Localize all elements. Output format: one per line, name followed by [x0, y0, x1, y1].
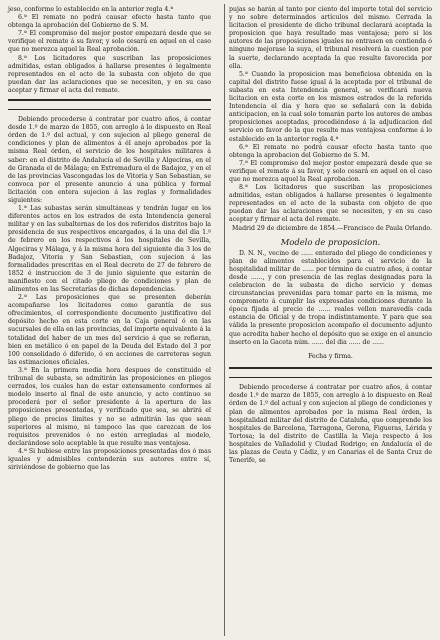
model-heading: Modelo de proposicion. [280, 236, 381, 247]
right-body-paragraph: Debiendo procederse á contratar por cuatro años, á contar desde 1.º de marzo de 1855, con arreglo á lo dispuesto en Real órden de 1.º del actual y con sujecion al pliego de condiciones y plan de alimentos aprobados por la misma Real órden, la hospitalidad militar del distrito de Cataluña, que comprende los hospitales de Barcelona, Tarragona, Gerona, Figueras, Lérida y Tortosa; la del distrito de Castilla la Vieja respecto á los hospitales de Valladolid y Ciudad Rodrigo; en Andalucía el de las plazas de Ceuta y Cádiz, y en Canarias el de Santa Cruz de Tenerife, se [229, 384, 432, 465]
section-divider-right [229, 367, 432, 378]
column-divider [224, 4, 225, 636]
signature-line: Madrid 29 de diciembre de 1854.—Francisco de Paula Orlando. [232, 224, 432, 232]
left-intro-paragraph-3: 7.ª El compromiso del mejor postor empezará desde que se verifique el remate á su favor, y solo cesará en aquel en el caso que no merezca aquel la Real aprobación. [8, 30, 211, 54]
left-body-paragraph-4: 3.ª En la primera media hora despues de constituido el tribunal de subasta, se admitirán las proposiciones en pliegos cerrados, los cuales han de estar extensamente conformes al modelo inserto al final de este anuncio, y acto continuo se procederá por el señor presidente á la apertura de las proposiciones presentadas, y verificado que sea, se abrirá el pliego de precios límites y no se admitirán las que sean superiores al mismo, ni tampoco las que carezcan de los requisitos prevenidos ó no estén arregladas al modelo, declarándose solo aceptable la que resulte mas ventajosa. [8, 366, 211, 447]
right-intro-paragraph-3: 6.ª El remate no podrá causar efecto hasta tanto que obtenga la aprobacion del Gobierno de S. M. [229, 143, 432, 159]
section-divider [8, 99, 211, 110]
model-paragraph: D. N. N., vecino de ...... enterado del pliego de condiciones y plan de alimentos establecidos para el servicio de la hospitalidad militar de ...... por término de cuatro años, á contar desde ......, y con presencia de las reglas designadas para la celebracion de la subasta de dicho servicio y demas circunstancias prevenidas para tomar parte en la misma, me comprometo á cumplir las expresadas condiciones durante la época fijada al precio de ...... reales vellon maravedís cada estancia de Oficial y de tropa indistintamente. Y para que sea válida la presente proposicion acompaño el documento adjunto que acredita haber hecho el depósito que se exige en el anuncio inserto en la Gaceta núm. ...... del dia ...... de ...... [229, 249, 432, 346]
right-intro-paragraph-4: 7.ª El compromiso del mejor postor empezará desde que se verifique el remate á su favor, y solo cesará en aquel en el caso que no merezca aquel la Real aprobacion. [229, 159, 432, 183]
right-intro-paragraph-5: 8.ª Los licitadores que suscriban las proposiciones admitidas, estan obligados á hallarse presentes ó legalmente representados en el acto de la subasta con objeto de que puedan dar las aclaraciones que se necesiten, y en su caso aceptar y firmar el acta del remate. [229, 184, 432, 224]
left-body-paragraph-1: Debiendo procederse á contratar por cuatro años, á contar desde 1.º de marzo de 1855, con arreglo á lo dispuesto en Real órden de 1.º del actual, y con sujecion al pliego general de condiciones y plan de alimentos á él anejo aprobados por la misma Real órden, el servicio de los hospitales militares á saber: en el distrito de Andalucía el de Sevilla y Algeciras, en el de Granada el de Málaga; en Extremadura el de Badajoz, y en el de las provincias Vascongadas los de Vitoria y San Sebastian, se convoca por el presente anuncio á una pública y formal licitación con entera sujecion á las reglas y formalidades siguientes: [8, 116, 211, 204]
right-intro-paragraph-2: 5.ª Cuando la proposicion mas beneficiosa obtenida en la capital del distrito fuese igual á la aceptada por el tribunal de subasta en esta Intendencia general, se verificará nueva licitacion en esta corte en los mismos estrados de la referida Intendencia el dia y hora que se señalará con la debida anticipacion, en la cual solo tomarán parte los autores de ambas proposiciones aceptadas, procediéndose á la adjudicacion del servicio en favor de la que resulte mas ventajosa conforme á lo establecido en la anterior regla 4.ª [229, 70, 432, 143]
left-column [8, 6, 211, 472]
left-intro-paragraph-1: jeso, conforme lo establecido en la anterior regla 4.ª [8, 6, 174, 13]
date-sign-line: Fecha y firma. [308, 352, 353, 360]
left-intro-paragraph-2: 6.ª El remate no podrá causar efecto hasta tanto que obtenga la aprobación del Gobierno de S. M. [8, 14, 211, 30]
left-intro-paragraph-4: 8.ª Los licitadores que suscriban las proposiciones admitidas, estan obligados á hallarse presentes ó legalmente representados en el acto de la subasta con objeto de que puedan dar las aclaraciones que se necesiten, y en su caso aceptar y firmar el acta del remate. [8, 54, 211, 94]
right-intro-paragraph-1: pujas se harán al tanto por ciento del importe total del servicio y no sobre determinados artículos del mismo. Cerrada la licitacion el presidente de dicho tribunal declarará aceptada la proposicion que haya resultado mas ventajosa; pero si los autores de las proposiciones iguales no entrasen en contienda ó ninguno mejorase la suya, el tribunal resolverá la cuestion por la suerte, declarando aceptada la que resulte favorecida por ella. [229, 6, 432, 70]
left-body-paragraph-2: 1.ª Las subastas serán simultáneas y tendrán lugar en los diferentes actos en los estrados de esta Intendencia general militar y en las subalternas de los dos referidos distritos bajo la presidencia de sus respectivos encargados, á la una del dia 1.º de febrero en los respectivos á los hospitales de Sevilla, Algeciras y Málaga, y á la misma hora del siguiente dia 3 los de Badajoz, Vitoria y San Sebastian, con sujecion á las formalidades prescritas en el Real decreto de 27 de febrero de 1852 é instruccion de 3 de junio siguiente que estarán de manifiesto con el citado pliego de condiciones y plan de alimentos en las Secretarías de dichas dependencias. [8, 205, 211, 293]
left-body-paragraph-5: 4.ª Si hubiese entre las proposiciones presentadas dos ó mas iguales y admisibles contenderán sus autores entre sí, siriviéndose de gobierno que las [8, 447, 211, 472]
right-column [229, 6, 432, 465]
left-body-paragraph-3: 2.ª Las proposiciones que se presenten deberán acompañarse los licitadores como garantía de sus ofrecimientos, el correspondiente documento justificativo del depósito hecho en esta corte en la Caja general ó en las sucursales de ella en las provincias, del importe equivalente á la totalidad del haber de un mes del servicio á que se refieran, bien en metálico ó en papel de la Deuda del Estado del 3 por 100 consolidado ó diferido, ó en acciones de carreteras segun las estimaciones oficiales. [8, 294, 211, 366]
